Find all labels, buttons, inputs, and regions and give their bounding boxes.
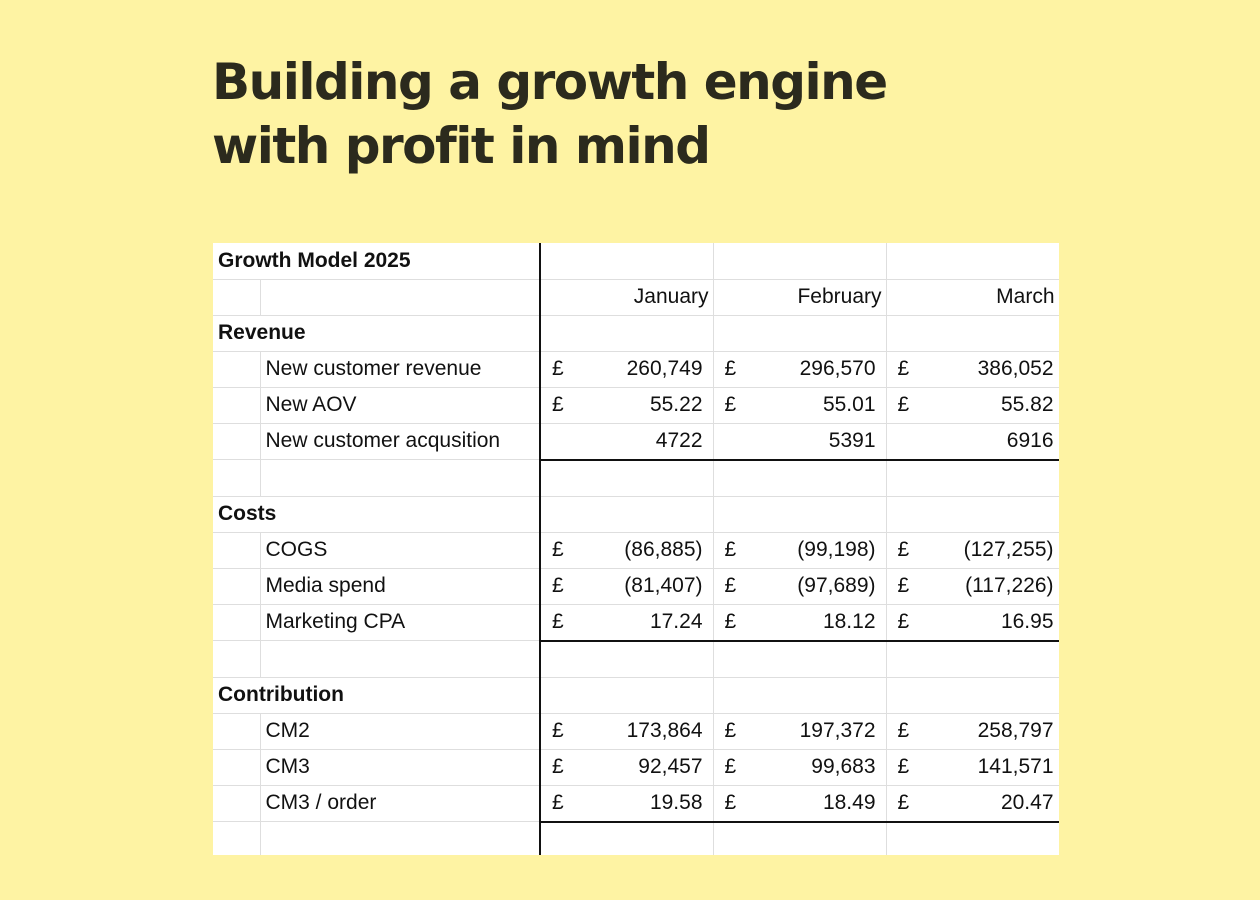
currency-symbol[interactable]: £ <box>540 604 568 641</box>
spacer-row <box>213 822 1059 856</box>
value-cell[interactable]: 20.47 <box>914 785 1059 822</box>
spacer-row <box>213 460 1059 497</box>
currency-symbol[interactable]: £ <box>713 785 741 822</box>
empty-cell[interactable] <box>540 677 713 713</box>
page-headline <box>212 50 887 178</box>
empty-cell[interactable] <box>260 822 540 856</box>
currency-symbol[interactable]: £ <box>540 351 568 387</box>
row-label[interactable]: CM3 / order <box>260 785 540 822</box>
title-row <box>213 243 1059 279</box>
indent-cell[interactable] <box>213 387 260 423</box>
row-label[interactable]: COGS <box>260 532 540 568</box>
section-header-costs[interactable]: Costs <box>213 496 540 532</box>
empty-cell[interactable] <box>886 243 1059 279</box>
row-label[interactable]: New customer acqusition <box>260 423 540 460</box>
currency-symbol[interactable]: £ <box>713 532 741 568</box>
empty-cell[interactable] <box>713 496 886 532</box>
row-label[interactable]: CM2 <box>260 713 540 749</box>
value-cell[interactable]: 141,571 <box>914 749 1059 785</box>
table-row <box>213 713 1059 749</box>
indent-cell[interactable] <box>213 423 260 460</box>
empty-cell[interactable] <box>713 243 886 279</box>
empty-cell[interactable] <box>540 315 713 351</box>
empty-cell[interactable] <box>886 315 1059 351</box>
section-header-row-contribution <box>213 677 1059 713</box>
table-row <box>213 568 1059 604</box>
value-cell[interactable]: (99,198) <box>741 532 886 568</box>
value-cell[interactable]: (81,407) <box>568 568 713 604</box>
value-cell[interactable]: 258,797 <box>914 713 1059 749</box>
empty-cell[interactable] <box>260 460 540 497</box>
table-row <box>213 351 1059 387</box>
empty-cell[interactable] <box>540 641 713 678</box>
currency-symbol[interactable]: £ <box>886 387 914 423</box>
currency-symbol[interactable]: £ <box>713 568 741 604</box>
row-label[interactable]: CM3 <box>260 749 540 785</box>
table-row <box>213 387 1059 423</box>
empty-cell[interactable] <box>713 822 886 856</box>
table-row <box>213 749 1059 785</box>
value-cell[interactable]: (97,689) <box>741 568 886 604</box>
row-label[interactable]: Media spend <box>260 568 540 604</box>
indent-cell[interactable] <box>213 749 260 785</box>
table-row <box>213 785 1059 822</box>
indent-cell[interactable] <box>213 785 260 822</box>
indent-cell[interactable] <box>213 532 260 568</box>
currency-symbol[interactable]: £ <box>886 785 914 822</box>
table-row <box>213 423 1059 460</box>
empty-cell[interactable] <box>713 315 886 351</box>
value-cell[interactable]: 55.82 <box>914 387 1059 423</box>
currency-symbol[interactable]: £ <box>886 749 914 785</box>
section-header-row-revenue <box>213 315 1059 351</box>
currency-symbol[interactable]: £ <box>713 351 741 387</box>
value-cell[interactable]: 4722 <box>568 423 713 460</box>
currency-symbol[interactable]: £ <box>540 532 568 568</box>
empty-cell[interactable] <box>713 677 886 713</box>
currency-symbol[interactable] <box>713 423 741 460</box>
currency-symbol[interactable] <box>886 423 914 460</box>
value-cell[interactable]: 55.22 <box>568 387 713 423</box>
value-cell[interactable]: (127,255) <box>914 532 1059 568</box>
headline-line-1: Building a growth engine <box>212 53 887 111</box>
value-cell[interactable]: 16.95 <box>914 604 1059 641</box>
empty-cell[interactable] <box>213 641 260 678</box>
empty-cell[interactable] <box>540 822 713 856</box>
section-header-revenue[interactable]: Revenue <box>213 315 540 351</box>
value-cell[interactable]: 386,052 <box>914 351 1059 387</box>
value-cell[interactable]: (117,226) <box>914 568 1059 604</box>
indent-cell[interactable] <box>213 604 260 641</box>
empty-cell[interactable] <box>713 460 886 497</box>
month-header-february[interactable]: February <box>713 279 886 315</box>
currency-symbol[interactable]: £ <box>540 713 568 749</box>
value-cell[interactable]: 18.12 <box>741 604 886 641</box>
currency-symbol[interactable]: £ <box>886 532 914 568</box>
empty-cell[interactable] <box>886 641 1059 678</box>
value-cell[interactable]: 173,864 <box>568 713 713 749</box>
currency-symbol[interactable]: £ <box>540 749 568 785</box>
value-cell[interactable]: 55.01 <box>741 387 886 423</box>
headline-line-2: with profit in mind <box>212 117 710 175</box>
value-cell[interactable]: 18.49 <box>741 785 886 822</box>
currency-symbol[interactable]: £ <box>886 568 914 604</box>
value-cell[interactable]: 260,749 <box>568 351 713 387</box>
month-header-january[interactable]: January <box>540 279 713 315</box>
indent-cell[interactable] <box>213 568 260 604</box>
empty-cell[interactable] <box>540 496 713 532</box>
indent-cell[interactable] <box>213 351 260 387</box>
currency-symbol[interactable]: £ <box>713 604 741 641</box>
month-header-march[interactable]: March <box>886 279 1059 315</box>
sheet-title[interactable]: Growth Model 2025 <box>213 243 540 279</box>
currency-symbol[interactable]: £ <box>713 387 741 423</box>
table-row <box>213 532 1059 568</box>
table-row <box>213 604 1059 641</box>
empty-cell[interactable] <box>260 279 540 315</box>
currency-symbol[interactable]: £ <box>886 351 914 387</box>
empty-cell[interactable] <box>213 279 260 315</box>
empty-cell[interactable] <box>713 641 886 678</box>
empty-cell[interactable] <box>886 460 1059 497</box>
row-label[interactable]: New customer revenue <box>260 351 540 387</box>
empty-cell[interactable] <box>540 243 713 279</box>
currency-symbol[interactable]: £ <box>540 387 568 423</box>
section-header-contribution[interactable]: Contribution <box>213 677 540 713</box>
value-cell[interactable]: 5391 <box>741 423 886 460</box>
value-cell[interactable]: 99,683 <box>741 749 886 785</box>
indent-cell[interactable] <box>213 713 260 749</box>
empty-cell[interactable] <box>886 496 1059 532</box>
currency-symbol[interactable]: £ <box>886 713 914 749</box>
month-header-row <box>213 279 1059 315</box>
value-cell[interactable]: 17.24 <box>568 604 713 641</box>
empty-cell[interactable] <box>260 641 540 678</box>
value-cell[interactable]: 296,570 <box>741 351 886 387</box>
currency-symbol[interactable]: £ <box>540 568 568 604</box>
empty-cell[interactable] <box>540 460 713 497</box>
value-cell[interactable]: 6916 <box>914 423 1059 460</box>
growth-model-table <box>213 243 1059 855</box>
currency-symbol[interactable]: £ <box>713 713 741 749</box>
row-label[interactable]: Marketing CPA <box>260 604 540 641</box>
currency-symbol[interactable]: £ <box>886 604 914 641</box>
empty-cell[interactable] <box>213 460 260 497</box>
spreadsheet <box>213 243 1059 855</box>
section-header-row-costs <box>213 496 1059 532</box>
empty-cell[interactable] <box>886 677 1059 713</box>
empty-cell[interactable] <box>213 822 260 856</box>
currency-symbol[interactable]: £ <box>713 749 741 785</box>
value-cell[interactable]: 19.58 <box>568 785 713 822</box>
value-cell[interactable]: 197,372 <box>741 713 886 749</box>
value-cell[interactable]: (86,885) <box>568 532 713 568</box>
empty-cell[interactable] <box>886 822 1059 856</box>
row-label[interactable]: New AOV <box>260 387 540 423</box>
currency-symbol[interactable]: £ <box>540 785 568 822</box>
currency-symbol[interactable] <box>540 423 568 460</box>
spacer-row <box>213 641 1059 678</box>
value-cell[interactable]: 92,457 <box>568 749 713 785</box>
